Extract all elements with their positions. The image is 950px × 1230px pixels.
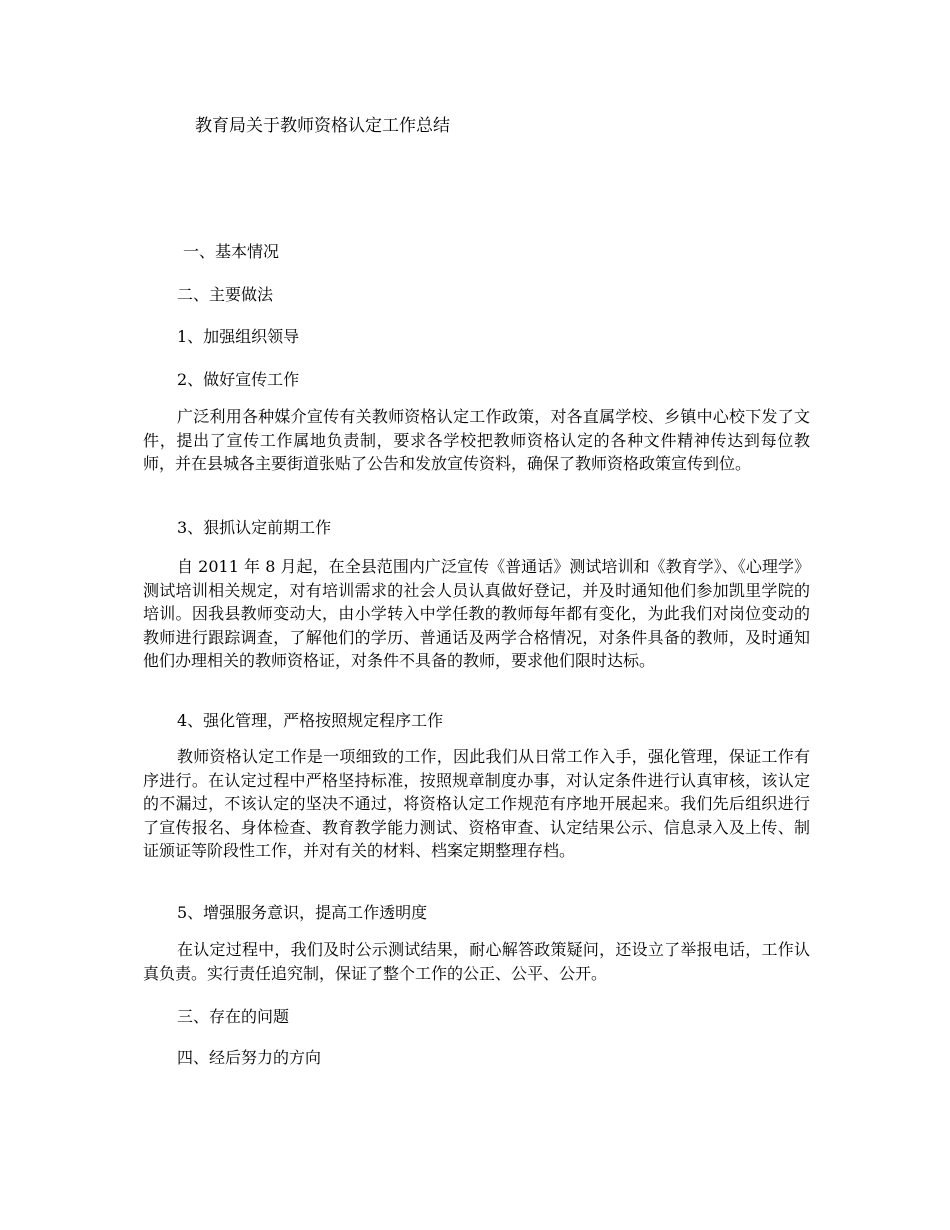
section-heading-main-practices: 二、主要做法	[177, 285, 274, 304]
document-title: 教育局关于教师资格认定工作总结	[195, 116, 450, 136]
paragraph-management: 教师资格认定工作是一项细致的工作，因此我们从日常工作入手，强化管理，保证工作有序进行。在认定过程中严格坚持标准，按照规章制度办事，对认定条件进行认真审核，该认定的不漏过，不该认定的坚决不通过，将资格认定工作规范有序地开展起来。我们先后组织进行了宣传报名、身体检查、教育教学能力测试、资格审查、认定结果公示、信息录入及上传、制证颁证等阶段性工作，并对有关的材料、档案定期整理存档。	[143, 747, 810, 860]
paragraph-publicity: 广泛利用各种媒介宣传有关教师资格认定工作政策，对各直属学校、乡镇中心校下发了文件，提出了宣传工作属地负责制，要求各学校把教师资格认定的各种文件精神传达到每位教师，并在县城各主要街道张贴了公告和发放宣传资料，确保了教师资格政策宣传到位。	[143, 407, 810, 473]
subheading-preliminary-work: 3、狠抓认定前期工作	[177, 518, 332, 537]
paragraph-service: 在认定过程中，我们及时公示测试结果，耐心解答政策疑问，还设立了举报电话，工作认真负责。实行责任追究制，保证了整个工作的公正、公平、公开。	[143, 940, 810, 983]
section-heading-basic-situation: 一、基本情况	[183, 242, 280, 261]
subheading-management: 4、强化管理，严格按照规定程序工作	[177, 711, 444, 730]
subheading-leadership: 1、加强组织领导	[177, 327, 300, 346]
paragraph-preliminary-work: 自 2011 年 8 月起，在全县范围内广泛宣传《普通话》测试培训和《教育学》、《心理学》测试培训相关规定，对有培训需求的社会人员认真做好登记，并及时通知他们参加凯里学院的培训。因我县教师变动大，由小学转入中学任教的教师每年都有变化，为此我们对岗位变动的教师进行跟踪调查，了解他们的学历、普通话及两学合格情况，对条件具备的教师，及时通知他们办理相关的教师资格证，对条件不具备的教师，要求他们限时达标。	[143, 557, 810, 670]
section-heading-problems: 三、存在的问题	[177, 1007, 290, 1026]
subheading-service: 5、增强服务意识，提高工作透明度	[177, 903, 428, 922]
section-heading-future-direction: 四、经后努力的方向	[177, 1048, 322, 1067]
subheading-publicity: 2、做好宣传工作	[177, 370, 300, 389]
